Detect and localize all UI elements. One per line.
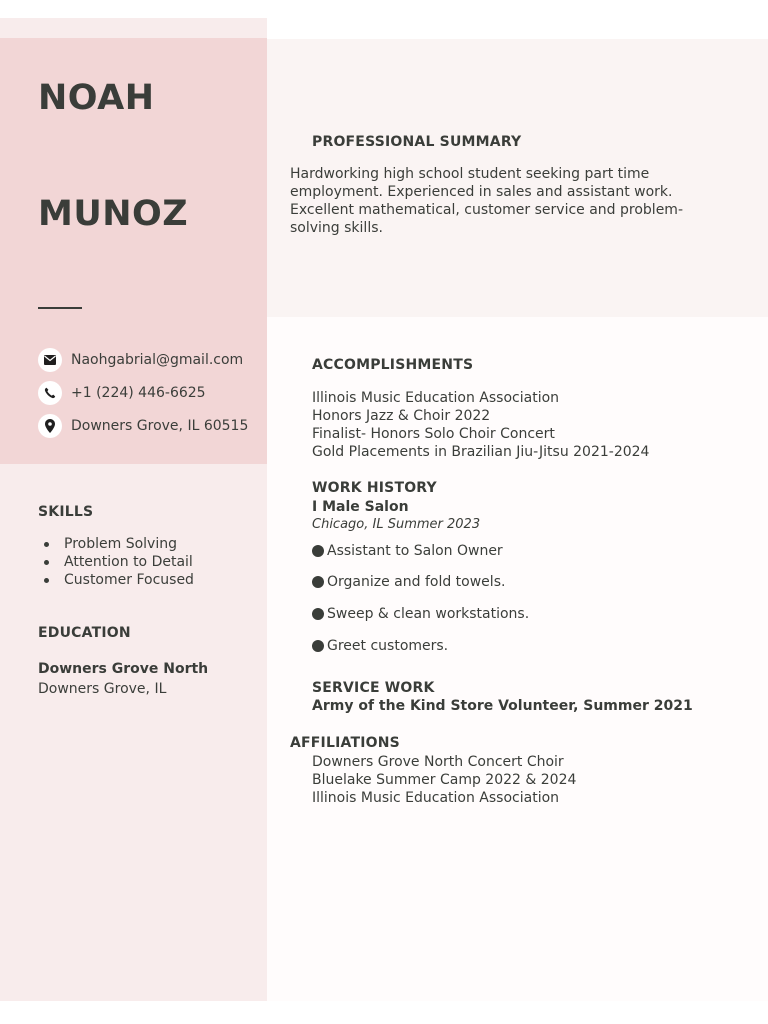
bullet-icon (312, 545, 324, 557)
duty-text: Organize and fold towels. (327, 574, 506, 590)
affiliation-item: Downers Grove North Concert Choir (312, 754, 564, 770)
bullet-icon (312, 608, 324, 620)
education-location: Downers Grove, IL (38, 681, 167, 697)
phone-text: +1 (224) 446-6625 (71, 385, 206, 401)
last-name: MUNOZ (38, 194, 189, 234)
accomplishment-item: Honors Jazz & Choir 2022 (312, 408, 491, 424)
summary-text: Hardworking high school student seeking part time employment. Experienced in sales and assistant work. Excellent mathematical, customer service and problem-solving skills. (290, 166, 683, 236)
service-heading: SERVICE WORK (312, 680, 435, 696)
email-text: Naohgabrial@gmail.com (71, 352, 244, 368)
work-duty (312, 606, 529, 622)
accomplishments-heading: ACCOMPLISHMENTS (312, 357, 474, 373)
bullet-icon (312, 640, 324, 652)
service-role: Army of the Kind Store Volunteer, Summer 2021 (312, 698, 693, 714)
affiliations-list (312, 753, 576, 807)
duty-text: Greet customers. (327, 638, 449, 654)
skill-item: Problem Solving (38, 535, 194, 553)
affiliation-item: Bluelake Summer Camp 2022 & 2024 (312, 772, 577, 788)
skills-list (38, 535, 194, 589)
duty-text: Sweep & clean workstations. (327, 606, 530, 622)
accomplishment-item: Finalist- Honors Solo Choir Concert (312, 426, 555, 442)
name-divider (38, 307, 82, 309)
summary-heading: PROFESSIONAL SUMMARY (312, 134, 522, 150)
affiliations-heading: AFFILIATIONS (290, 735, 400, 751)
work-duty (312, 638, 448, 654)
work-duty (312, 543, 503, 559)
work-location-date: Chicago, IL Summer 2023 (312, 517, 481, 532)
skill-item: Attention to Detail (38, 553, 194, 571)
accomplishment-item: Illinois Music Education Association (312, 390, 560, 406)
bullet-icon (312, 576, 324, 588)
skills-heading: SKILLS (38, 504, 94, 520)
affiliation-item: Illinois Music Education Association (312, 790, 560, 806)
phone-icon (38, 381, 62, 405)
education-heading: EDUCATION (38, 625, 131, 641)
map-pin-icon (38, 414, 62, 438)
accomplishments-list (312, 389, 649, 461)
left-top-strip (0, 18, 267, 38)
location-text: Downers Grove, IL 60515 (71, 418, 249, 434)
contact-location (38, 414, 248, 438)
education-school: Downers Grove North (38, 661, 209, 677)
first-name: NOAH (38, 78, 155, 118)
email-icon (38, 348, 62, 372)
work-heading: WORK HISTORY (312, 480, 437, 496)
contact-email (38, 348, 243, 372)
contact-phone (38, 381, 206, 405)
work-duty (312, 574, 505, 590)
work-employer: I Male Salon (312, 499, 409, 515)
skill-item: Customer Focused (38, 571, 194, 589)
duty-text: Assistant to Salon Owner (327, 543, 503, 559)
accomplishment-item: Gold Placements in Brazilian Jiu-Jitsu 2021-2024 (312, 444, 650, 460)
